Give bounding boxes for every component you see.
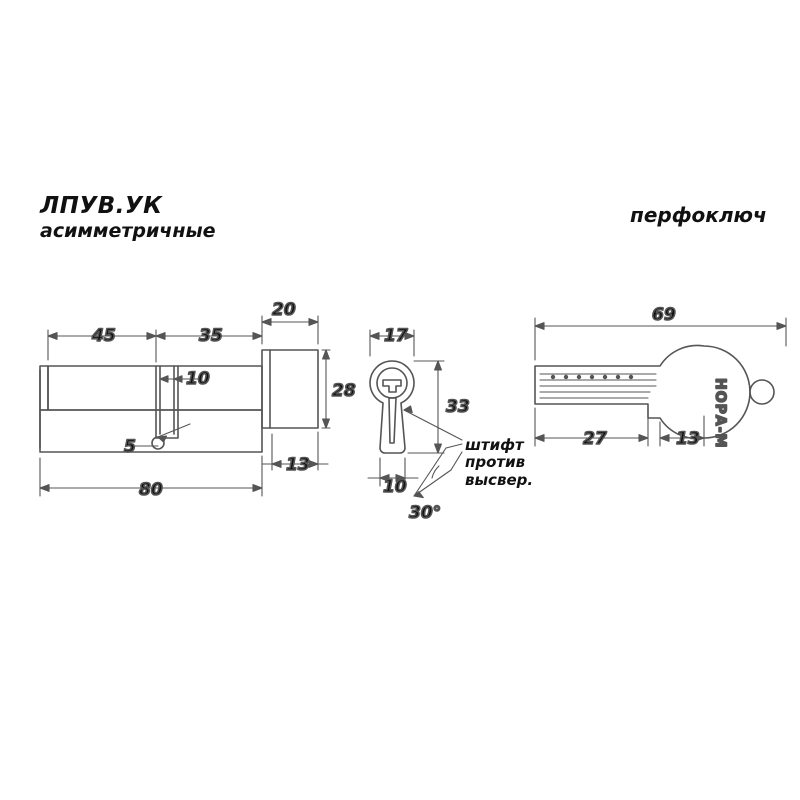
dim-label-35: 35 (199, 326, 223, 346)
key-section-title: перфоключ (630, 203, 767, 227)
dim-label-30deg: 30° (409, 503, 442, 523)
note-line-3: высвер. (465, 470, 534, 489)
dim-label-33: 33 (446, 397, 470, 417)
cylinder-body-side (40, 350, 318, 452)
dim-label-13: 13 (286, 455, 310, 475)
dim-label-13: 13 (676, 429, 700, 449)
dim-label-20: 20 (272, 300, 296, 320)
dim-label-slot-10: 10 (186, 369, 210, 389)
dim-label-5: 5 (124, 437, 136, 457)
key-outline (535, 345, 774, 438)
dim-label-27: 27 (583, 429, 607, 449)
cylinder-front-profile (370, 361, 414, 453)
dim-label-80: 80 (139, 480, 163, 500)
dim-label-10: 10 (383, 477, 407, 497)
note-line-2: против (465, 453, 526, 472)
dim-label-45: 45 (92, 326, 116, 346)
key-brand-label: НОРА-М (712, 378, 728, 449)
dim-label-17: 17 (384, 326, 408, 346)
page-subtitle: асимметричные (40, 220, 216, 243)
page-title: ЛПУВ.УК (40, 193, 163, 219)
dim-label-28: 28 (332, 381, 356, 401)
note-line-1: штифт (465, 436, 524, 454)
dim-label-69: 69 (652, 305, 676, 325)
